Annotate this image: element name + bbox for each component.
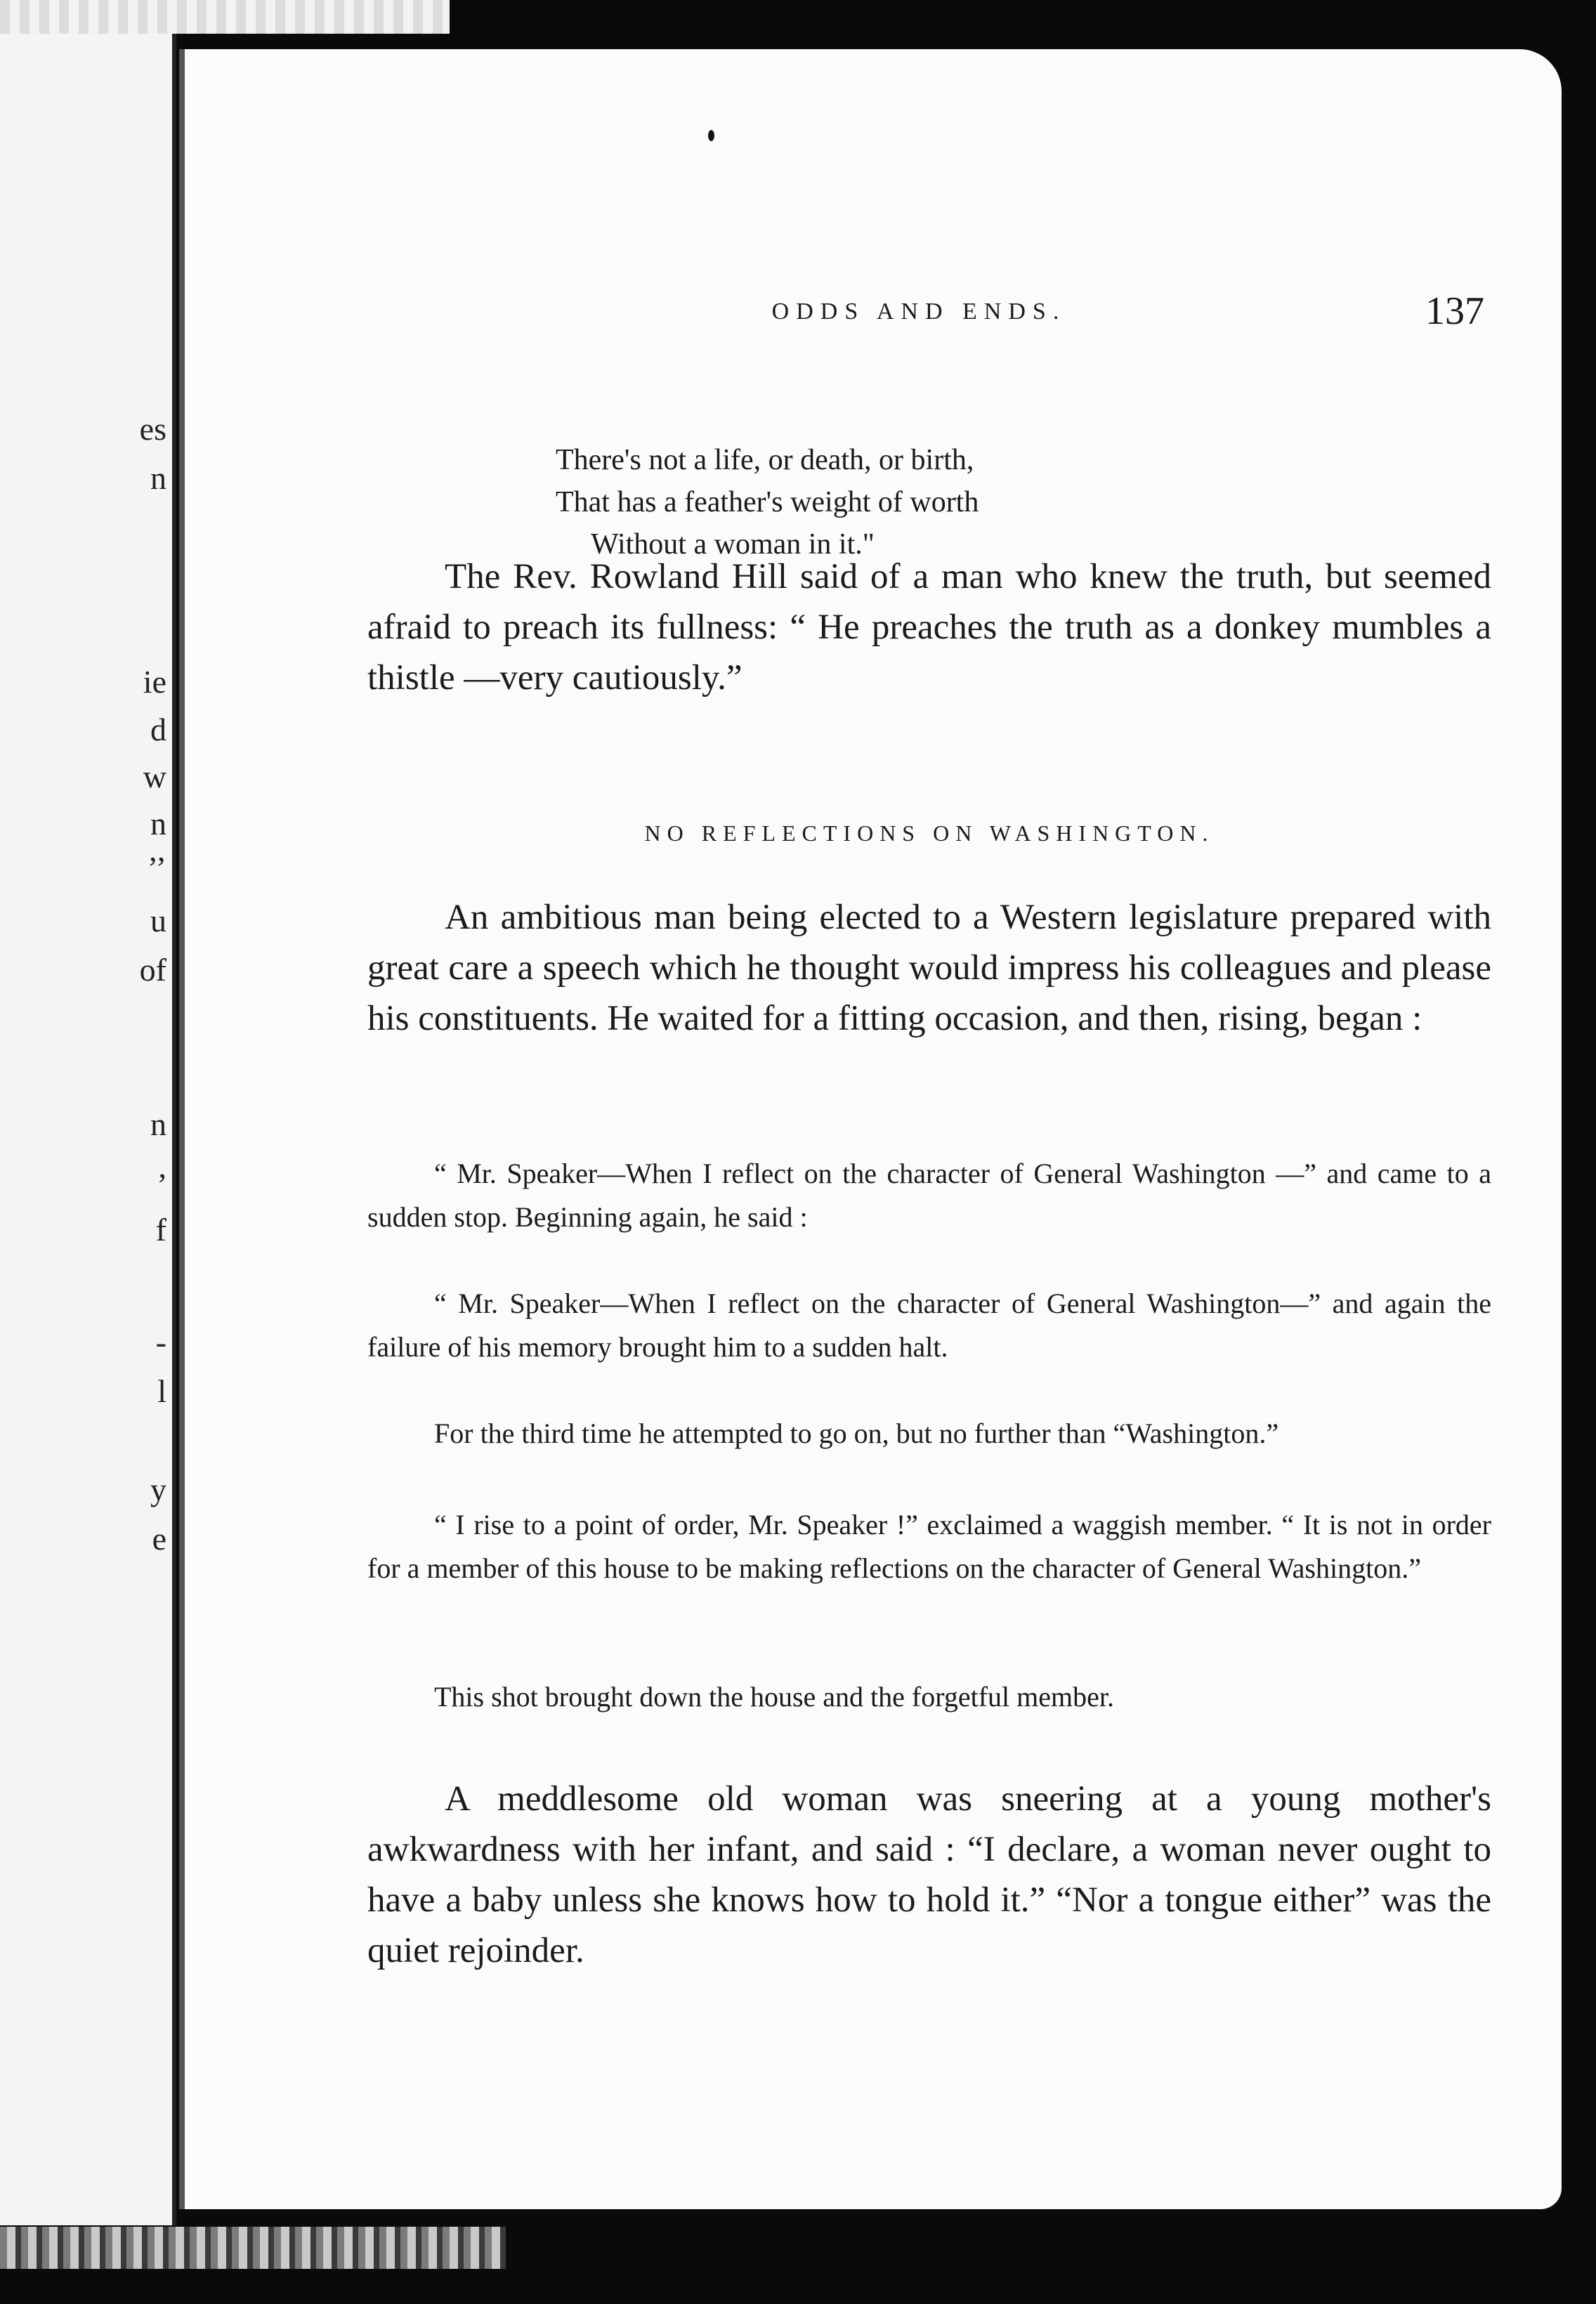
left-page <box>0 34 176 2225</box>
book-page <box>179 49 1562 2209</box>
ink-speck <box>708 130 714 141</box>
paragraph-point-of-order: “ I rise to a point of order, Mr. Speaker !” exclaimed a waggish member. “ It is not in order for a member of this house to be making reflections on the character of General Washington.” <box>367 1509 1491 1584</box>
section-heading: NO REFLECTIONS ON WASHINGTON. <box>644 820 1215 846</box>
paragraph-speech-1: “ Mr. Speaker—When I reflect on the character of General Washington —” and came to a sudden stop. Beginning again, he said : <box>367 1158 1491 1233</box>
paragraph-speech-2: “ Mr. Speaker—When I reflect on the character of General Washington—” and again the failure of his memory brought him to a sudden halt. <box>367 1288 1491 1363</box>
poem <box>556 439 1258 565</box>
paragraph-ambitious-man: An ambitious man being elected to a Western legislature prepared with great care a speech which he thought would impress his colleagues and please his constituents. He waited for a fitting occasion, and then, rising, began : <box>367 898 1491 1038</box>
left-fragment: e <box>152 1521 166 1557</box>
left-fragment: of <box>139 952 166 988</box>
left-fragment: u <box>150 903 166 938</box>
poem-line: Without a woman in it." <box>591 528 875 561</box>
left-fragment: ’’ <box>147 850 166 886</box>
paragraph-third-time: For the third time he attempted to go on, but no further than “Washington.” <box>434 1418 1279 1449</box>
left-fragment: ie <box>143 664 166 700</box>
poem-line: That has a feather's weight of worth <box>556 486 979 518</box>
left-fragment: n <box>150 460 166 496</box>
page-number: 137 <box>1425 289 1484 333</box>
paragraph-shot: This shot brought down the house and the forgetful member. <box>434 1681 1114 1713</box>
running-head <box>353 289 1484 348</box>
bottom-edge-strip <box>0 2227 506 2269</box>
left-fragment: l <box>157 1373 166 1409</box>
left-fragment: f <box>155 1212 166 1248</box>
paragraph-meddlesome: A meddlesome old woman was sneering at a young mother's awkwardness with her infant, and said : “I declare, a woman never ought to have a baby unless she knows how to hold it.” “Nor a tongue either” was the quiet rejoinder. <box>367 1779 1491 1970</box>
left-fragment: n <box>150 806 166 842</box>
left-fragment: , <box>158 1148 166 1184</box>
left-fragment: y <box>150 1472 166 1507</box>
top-edge-strip <box>0 0 450 34</box>
paragraph-rowland-hill: The Rev. Rowland Hill said of a man who knew the truth, but seemed afraid to preach its fullness: “ He preaches the truth as a donkey mumbles a thistle —very cautiously.” <box>367 557 1491 698</box>
running-title: ODDS AND ENDS. <box>771 299 1066 325</box>
left-fragment: - <box>155 1324 166 1360</box>
left-fragment: es <box>139 411 166 447</box>
left-fragment: d <box>150 712 166 747</box>
left-fragment: w <box>143 759 166 794</box>
poem-line: There's not a life, or death, or birth, <box>556 444 974 476</box>
left-fragment: n <box>150 1106 166 1142</box>
